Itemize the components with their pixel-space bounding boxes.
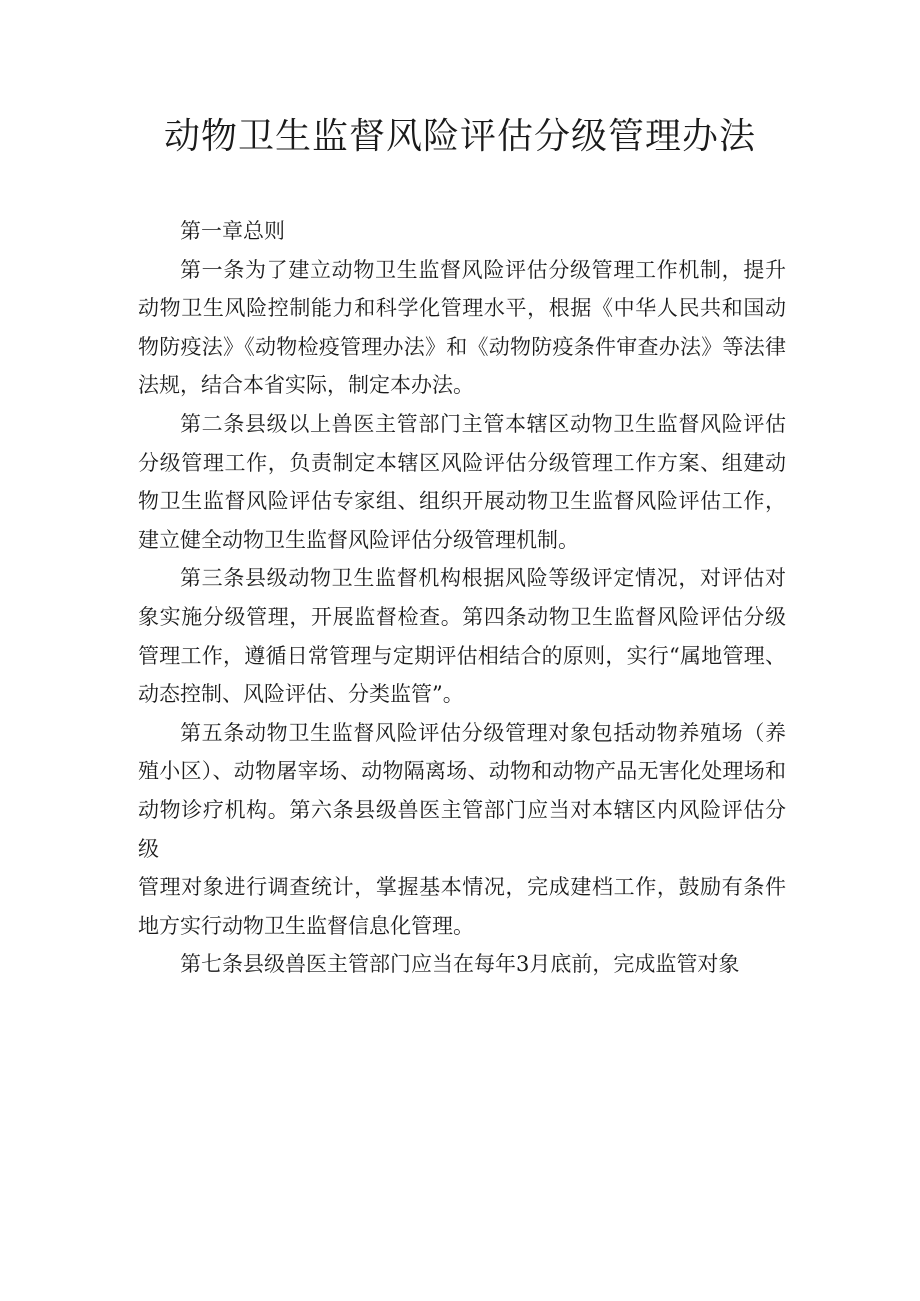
- article-paragraph: 第七条县级兽医主管部门应当在每年3月底前，完成监管对象: [180, 952, 740, 977]
- article-paragraph: 第三条县级动物卫生监督机构根据风险等级评定情况，对评估对象实施分级管理，开展监督检查。第四条动物卫生监督风险评估分级管理工作，遵循日常管理与定期评估相结合的原则，实行“属地管理、动态控制、风险评估、分类监管”。: [138, 566, 786, 707]
- article-paragraph: 第一条为了建立动物卫生监督风险评估分级管理工作机制，提升动物卫生风险控制能力和科学化管理水平，根据《中华人民共和国动物防疫法》《动物检疫管理办法》和《动物防疫条件审查办法》等法律法规，结合本省实际，制定本办法。: [138, 257, 786, 398]
- article-paragraph: 第二条县级以上兽医主管部门主管本辖区动物卫生监督风险评估分级管理工作，负责制定本辖区风险评估分级管理工作方案、组建动物卫生监督风险评估专家组、组织开展动物卫生监督风险评估工作，建立健全动物卫生监督风险评估分级管理机制。: [138, 411, 786, 552]
- document-title: 动物卫生监督风险评估分级管理办法: [163, 116, 756, 157]
- article-paragraph: 第五条动物卫生监督风险评估分级管理对象包括动物养殖场（养殖小区）、动物屠宰场、动物隔离场、动物和动物产品无害化处理场和动物诊疗机构。第六条县级兽医主管部门应当对本辖区内风险评估分级: [138, 720, 786, 861]
- document-body: [138, 212, 786, 984]
- article-paragraph-continued: 管理对象进行调查统计，掌握基本情况，完成建档工作，鼓励有条件地方实行动物卫生监督信息化管理。: [138, 875, 786, 938]
- chapter-heading: 第一章总则: [180, 219, 285, 243]
